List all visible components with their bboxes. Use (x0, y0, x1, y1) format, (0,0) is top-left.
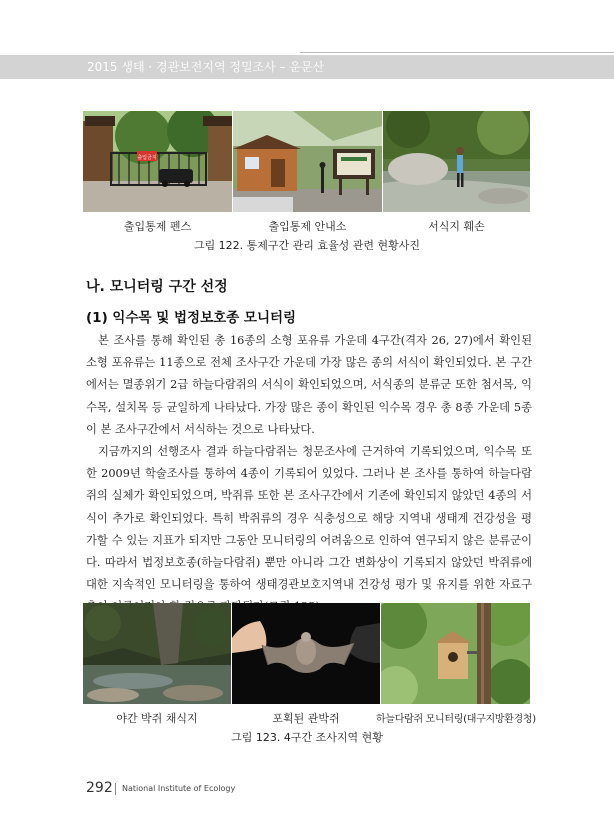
photo-caption-squirrel: 하늘다람쥐 모니터링(대구지방환경청) (376, 714, 536, 725)
photo-access-control-fence (83, 111, 232, 212)
photo-caption-booth: 출입통제 안내소 (268, 220, 347, 233)
footer-separator (115, 783, 116, 795)
body-paragraph-2: 지금까지의 선행조사 결과 하늘다람쥐는 청문조사에 근거하여 기록되었으며, 익수목 또한 2009년 학술조사를 통하여 4종이 기록되어 있었다. 그러나 본 조사를 통하여 하늘다람쥐의 실체가 확인되었으며, 박쥐류 또한 본 조사구간에서 기존에 확인되지 않았던 4종의 서식이 추가로 확인되었다. 특히 박쥐류의 경우 식충성으로 해당 지역내 생태계 건강성을 평가할 수 있는 지표가 되지만 그동안 모니터링의 어려움으로 인하여 연구되지 않은 분류군이다. 따라서 법정보호종(하늘다람쥐) 뿐만 아니라 그간 변화상이 기록되지 않았던 박쥐류에 대한 지속적인 모니터링을 통하여 생태경관보호지역내 건강성 평가 및 유지를 위한 자료구 (86, 445, 532, 592)
photo-night-bat-feeding-site (83, 603, 231, 704)
photo-caption-captured-bat: 포획된 관박쥐 (272, 712, 340, 725)
figure-123-caption: 그림 123. 4구간 조사지역 현황 (231, 731, 383, 744)
photo-caption-fence: 출입통제 펜스 (123, 220, 192, 233)
photo-habitat-damage (383, 111, 530, 212)
running-header-title: 2015 생태 · 경관보전지역 정밀조사 – 운문산 (87, 60, 325, 74)
photo-access-control-booth (233, 111, 382, 212)
page-number: 292 (86, 780, 113, 796)
section-heading: 나. 모니터링 구간 선정 (86, 279, 228, 295)
figure-122-caption: 그림 122. 통제구간 관리 효율성 관련 현황사진 (193, 239, 421, 252)
section-subheading: (1) 익수목 및 법정보호종 모니터링 (86, 310, 297, 326)
body-paragraph-1: 본 조사를 통해 확인된 총 16종의 소형 포유류 가운데 4구간(격자 26, 27)에서 확인된 소형 포유류는 11종으로 전체 조사구간 가운데 가장 많은 종의 서식이 확인되었다. 본 구간에서는 멸종위기 2급 하늘다람쥐의 서식이 확인되었으며, 서식종의 분류군 또한 첨서목, 익수목, 설치목 등 균일하게 나타났다. 가장 많은 종이 확인된 익수목 경우 총 8종 가운데 5종이 본 조사구간에서 서식하는 것으로 나타났다. (86, 334, 532, 436)
footer-publisher: National Institute of Ecology (122, 784, 236, 793)
header-rule (300, 52, 614, 53)
photo-flying-squirrel-monitoring (381, 603, 530, 704)
photo-caption-habitat: 서식지 훼손 (428, 220, 485, 233)
fence-sign-text: 출입금지 (137, 155, 157, 161)
photo-caption-bat-feeding: 야간 박쥐 채식지 (116, 712, 198, 725)
photo-captured-bat (232, 603, 380, 704)
